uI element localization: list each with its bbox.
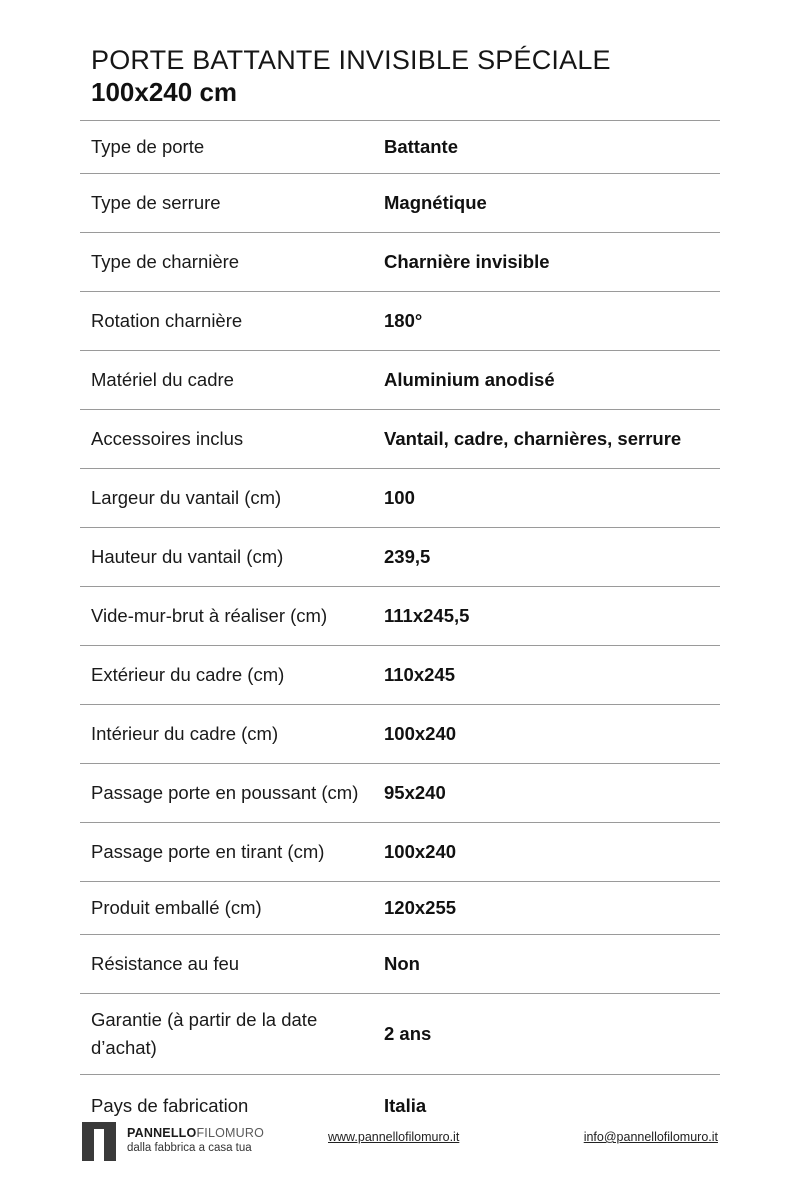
brand-name [127, 1125, 264, 1141]
spec-value: 95x240 [384, 782, 446, 803]
spec-row-wall-opening [80, 587, 720, 646]
spec-value: 2 ans [384, 1023, 432, 1044]
spec-label: Rotation charnière [91, 310, 243, 331]
spec-row-accessories [80, 410, 720, 469]
spec-label: Intérieur du cadre (cm) [91, 723, 279, 744]
spec-label: Type de porte [91, 136, 205, 157]
spec-value: 111x245,5 [384, 605, 470, 626]
spec-value: Magnétique [384, 192, 487, 213]
spec-row-leaf-height [80, 528, 720, 587]
spec-row-hinge-type [80, 233, 720, 292]
spec-value: Vantail, cadre, charnières, serrure [384, 428, 682, 449]
spec-label: Largeur du vantail (cm) [91, 487, 282, 508]
spec-value: Aluminium anodisé [384, 369, 555, 390]
spec-row-warranty [80, 994, 720, 1075]
spec-row-frame-interior [80, 705, 720, 764]
spec-label: Matériel du cadre [91, 369, 234, 390]
spec-value: Non [384, 953, 420, 974]
spec-row-fire-resistance [80, 935, 720, 994]
spec-value: 100 [384, 487, 415, 508]
spec-row-lock-type [80, 174, 720, 233]
spec-value: Charnière invisible [384, 251, 550, 272]
spec-label: Passage porte en tirant (cm) [91, 841, 325, 862]
spec-label: Passage porte en poussant (cm) [91, 782, 359, 803]
spec-value: Battante [384, 136, 459, 157]
brand-name-light: FILOMURO [196, 1126, 265, 1140]
footer [0, 1118, 800, 1168]
product-title: PORTE BATTANTE INVISIBLE SPÉCIALE [91, 45, 611, 75]
spec-row-frame-material [80, 351, 720, 410]
spec-label: Résistance au feu [91, 953, 240, 974]
spec-value: 180° [384, 310, 423, 331]
spec-label: Hauteur du vantail (cm) [91, 546, 284, 567]
door-frame-icon [80, 1121, 121, 1162]
email-link[interactable]: info@pannellofilomuro.it [583, 1130, 718, 1144]
spec-row-passage-pull [80, 823, 720, 882]
product-size: 100x240 cm [91, 77, 238, 107]
brand-logo [127, 1125, 264, 1156]
spec-row-leaf-width [80, 469, 720, 528]
spec-label: Pays de fabrication [91, 1095, 249, 1116]
spec-value: Italia [384, 1095, 427, 1116]
spec-row-frame-exterior [80, 646, 720, 705]
spec-label: Vide-mur-brut à réaliser (cm) [91, 605, 328, 626]
spec-label: Extérieur du cadre (cm) [91, 664, 285, 685]
spec-label: Garantie (à partir de la date d’achat) [91, 1009, 318, 1058]
spec-table [80, 120, 720, 1137]
spec-row-door-type [80, 121, 720, 174]
spec-label: Accessoires inclus [91, 428, 244, 449]
spec-label: Type de serrure [91, 192, 221, 213]
brand-tagline: dalla fabbrica a casa tua [127, 1142, 252, 1154]
spec-row-packaged [80, 882, 720, 935]
spec-row-hinge-rotation [80, 292, 720, 351]
document-title [91, 44, 731, 108]
website-link[interactable]: www.pannellofilomuro.it [328, 1130, 460, 1144]
spec-label: Type de charnière [91, 251, 240, 272]
spec-value: 100x240 [384, 841, 457, 862]
spec-label: Produit emballé (cm) [91, 897, 262, 918]
brand-name-bold: PANNELLO [127, 1126, 197, 1140]
spec-value: 100x240 [384, 723, 457, 744]
spec-row-passage-push [80, 764, 720, 823]
spec-value: 120x255 [384, 897, 457, 918]
spec-value: 110x245 [384, 664, 456, 685]
spec-value: 239,5 [384, 546, 431, 567]
